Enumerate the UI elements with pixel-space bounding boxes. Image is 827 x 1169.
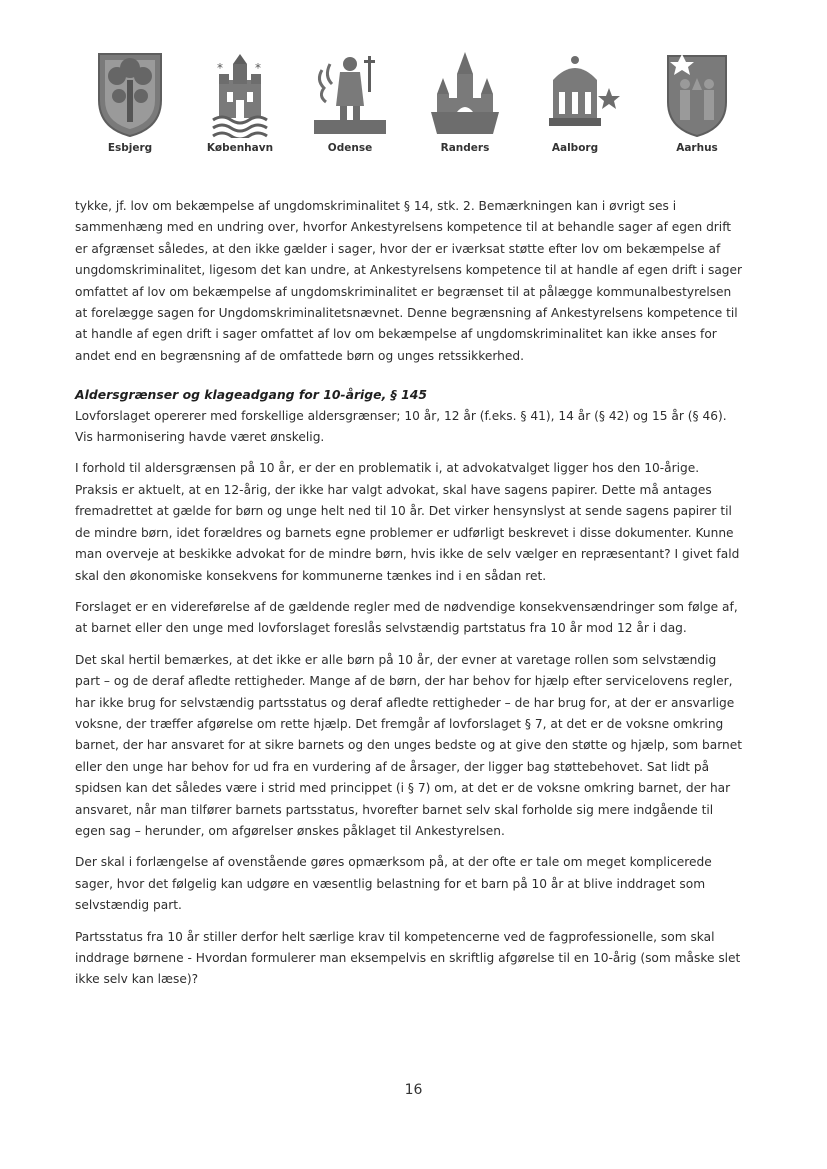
logo-randers bbox=[410, 50, 520, 154]
section-heading: Aldersgrænser og klageadgang for 10-årige, § 145 bbox=[75, 387, 427, 403]
logo-caption: Esbjerg bbox=[107, 142, 153, 154]
logo-odense bbox=[295, 50, 405, 154]
logo-esbjerg bbox=[75, 50, 185, 154]
svg-text:*: * bbox=[255, 61, 261, 75]
paragraph: Lovforslaget opererer med forskellige aldersgrænser; 10 år, 12 år (f.eks. § 41), 14 år (§ 42) og 15 år (§ 46). Vis harmonisering havde været ønskelig. bbox=[75, 408, 727, 445]
paragraph: Forslaget er en videreførelse af de gældende regler med de nødvendige konsekvensændringer som følge af, at barnet eller den unge med lovforslaget foreslås selvstændig partstatus fra 10 år mod 12 år i dag. bbox=[75, 599, 738, 636]
kobenhavn-coat-of-arms-icon bbox=[205, 50, 275, 138]
logo-caption: Aarhus bbox=[676, 142, 718, 154]
paragraph: Der skal i forlængelse af ovenstående gøres opmærksom på, at der ofte er tale om meget komplicerede sager, hvor det følgelig kan udgøre en væsentlig belastning for et barn på 10 år at blive inddraget som selvstændig part. bbox=[75, 855, 712, 913]
esbjerg-coat-of-arms-icon bbox=[95, 50, 165, 138]
paragraph: Partsstatus fra 10 år stiller derfor helt særlige krav til kompetencerne ved de fagprofessionelle, som skal inddrage børnene - Hvordan formulerer man eksempelvis en skriftlig afgørelse til en 10-årig (som måske slet ikke selv kan læse)? bbox=[75, 929, 741, 987]
logo-aarhus bbox=[642, 50, 752, 154]
paragraph: Det skal hertil bemærkes, at det ikke er alle børn på 10 år, der evner at varetage rollen som selvstændig part – og de deraf afledte rettigheder. Mange af de børn, der har behov for hjælp efter servicelovens regler, har ikke brug for selvstændig partsstatus og deraf afledte rettigheder – de har brug for, at der er ansvarlige voksne, der træffer afgørelse om rette hjælp. Det fremgår af lovforslaget § 7, at det er de voksne omkring barnet, der har ansvaret for at sikre barnets og den unges bedste og at give den støtte og hjælp, som barnet eller den unge har behov for ud fra en vurdering af de årsager, der ligger bag støttebehovet. Sat lidt på spidsen kan det således være i strid med princippet (i § 7) om, at det er de voksne omkring barnet, der har ansvaret, når man tilfører barnets partsstatus, hvorefter barnet selv skal forholde sig mere indgående til egen sag – herunder, om afgørelser ønskes påklaget til Ankestyrelsen. bbox=[75, 652, 743, 838]
logo-caption: Randers bbox=[440, 142, 490, 154]
aarhus-coat-of-arms-icon bbox=[662, 50, 732, 138]
paragraph: tykke, jf. lov om bekæmpelse af ungdomskriminalitet § 14, stk. 2. Bemærkningen kan i øvrigt ses i sammenhæng med en undring over, hvorfor Ankestyrelsens kompetence til at behandle sager af egen drift er afgrænset således, at den ikke gælder i sager, hvor der er iværksat støtte efter lov om bekæmpelse af ungdomskriminalitet, ligesom det kan undre, at Ankestyrelsens kompetence til at handle af egen drift i sager omfattet af lov om bekæmpelse af ungdomskriminalitet er begrænset til at pålægge kommunalbestyrelsen at forelægge sagen for Ungdomskriminalitetsnævnet. Denne begrænsning af Ankestyrelsens kompetence til at handle af egen drift i sager omfattet af lov om bekæmpelse af ungdomskriminalitet kan ikke anses for andet end en begrænsning af de omfattede børn og unges retssikkerhed. bbox=[75, 199, 743, 363]
logo-caption: Aalborg bbox=[551, 142, 599, 154]
logo-caption: København bbox=[206, 142, 274, 154]
svg-text:*: * bbox=[217, 61, 223, 75]
randers-coat-of-arms-icon bbox=[427, 50, 503, 138]
logo-kobenhavn bbox=[185, 50, 295, 154]
city-logos-header bbox=[75, 50, 755, 165]
logo-aalborg bbox=[520, 50, 630, 154]
aalborg-coat-of-arms-icon bbox=[527, 50, 623, 138]
page-number: 16 bbox=[404, 1082, 423, 1098]
paragraph: I forhold til aldersgrænsen på 10 år, er der en problematik i, at advokatvalget ligger hos den 10-årige. Praksis er aktuelt, at en 12-årig, der ikke har valgt advokat, skal have sagens papirer. Dette må antages fremadrettet at gælde for børn og unge helt ned til 10 år. Det virker hensynslyst at sende sagens papirer til de mindre børn, idet forældres og barnets egne problemer er udførligt beskrevet i disse dokumenter. Kunne man overveje at beskikke advokat for de mindre børn, hvis ikke de selv vælger en repræsentant? I givet fald skal den økonomiske konsekvens for kommunerne tænkes ind i en sådan ret. bbox=[75, 461, 740, 583]
document-body bbox=[75, 196, 743, 1001]
odense-coat-of-arms-icon bbox=[312, 50, 388, 138]
logo-caption: Odense bbox=[327, 142, 373, 154]
